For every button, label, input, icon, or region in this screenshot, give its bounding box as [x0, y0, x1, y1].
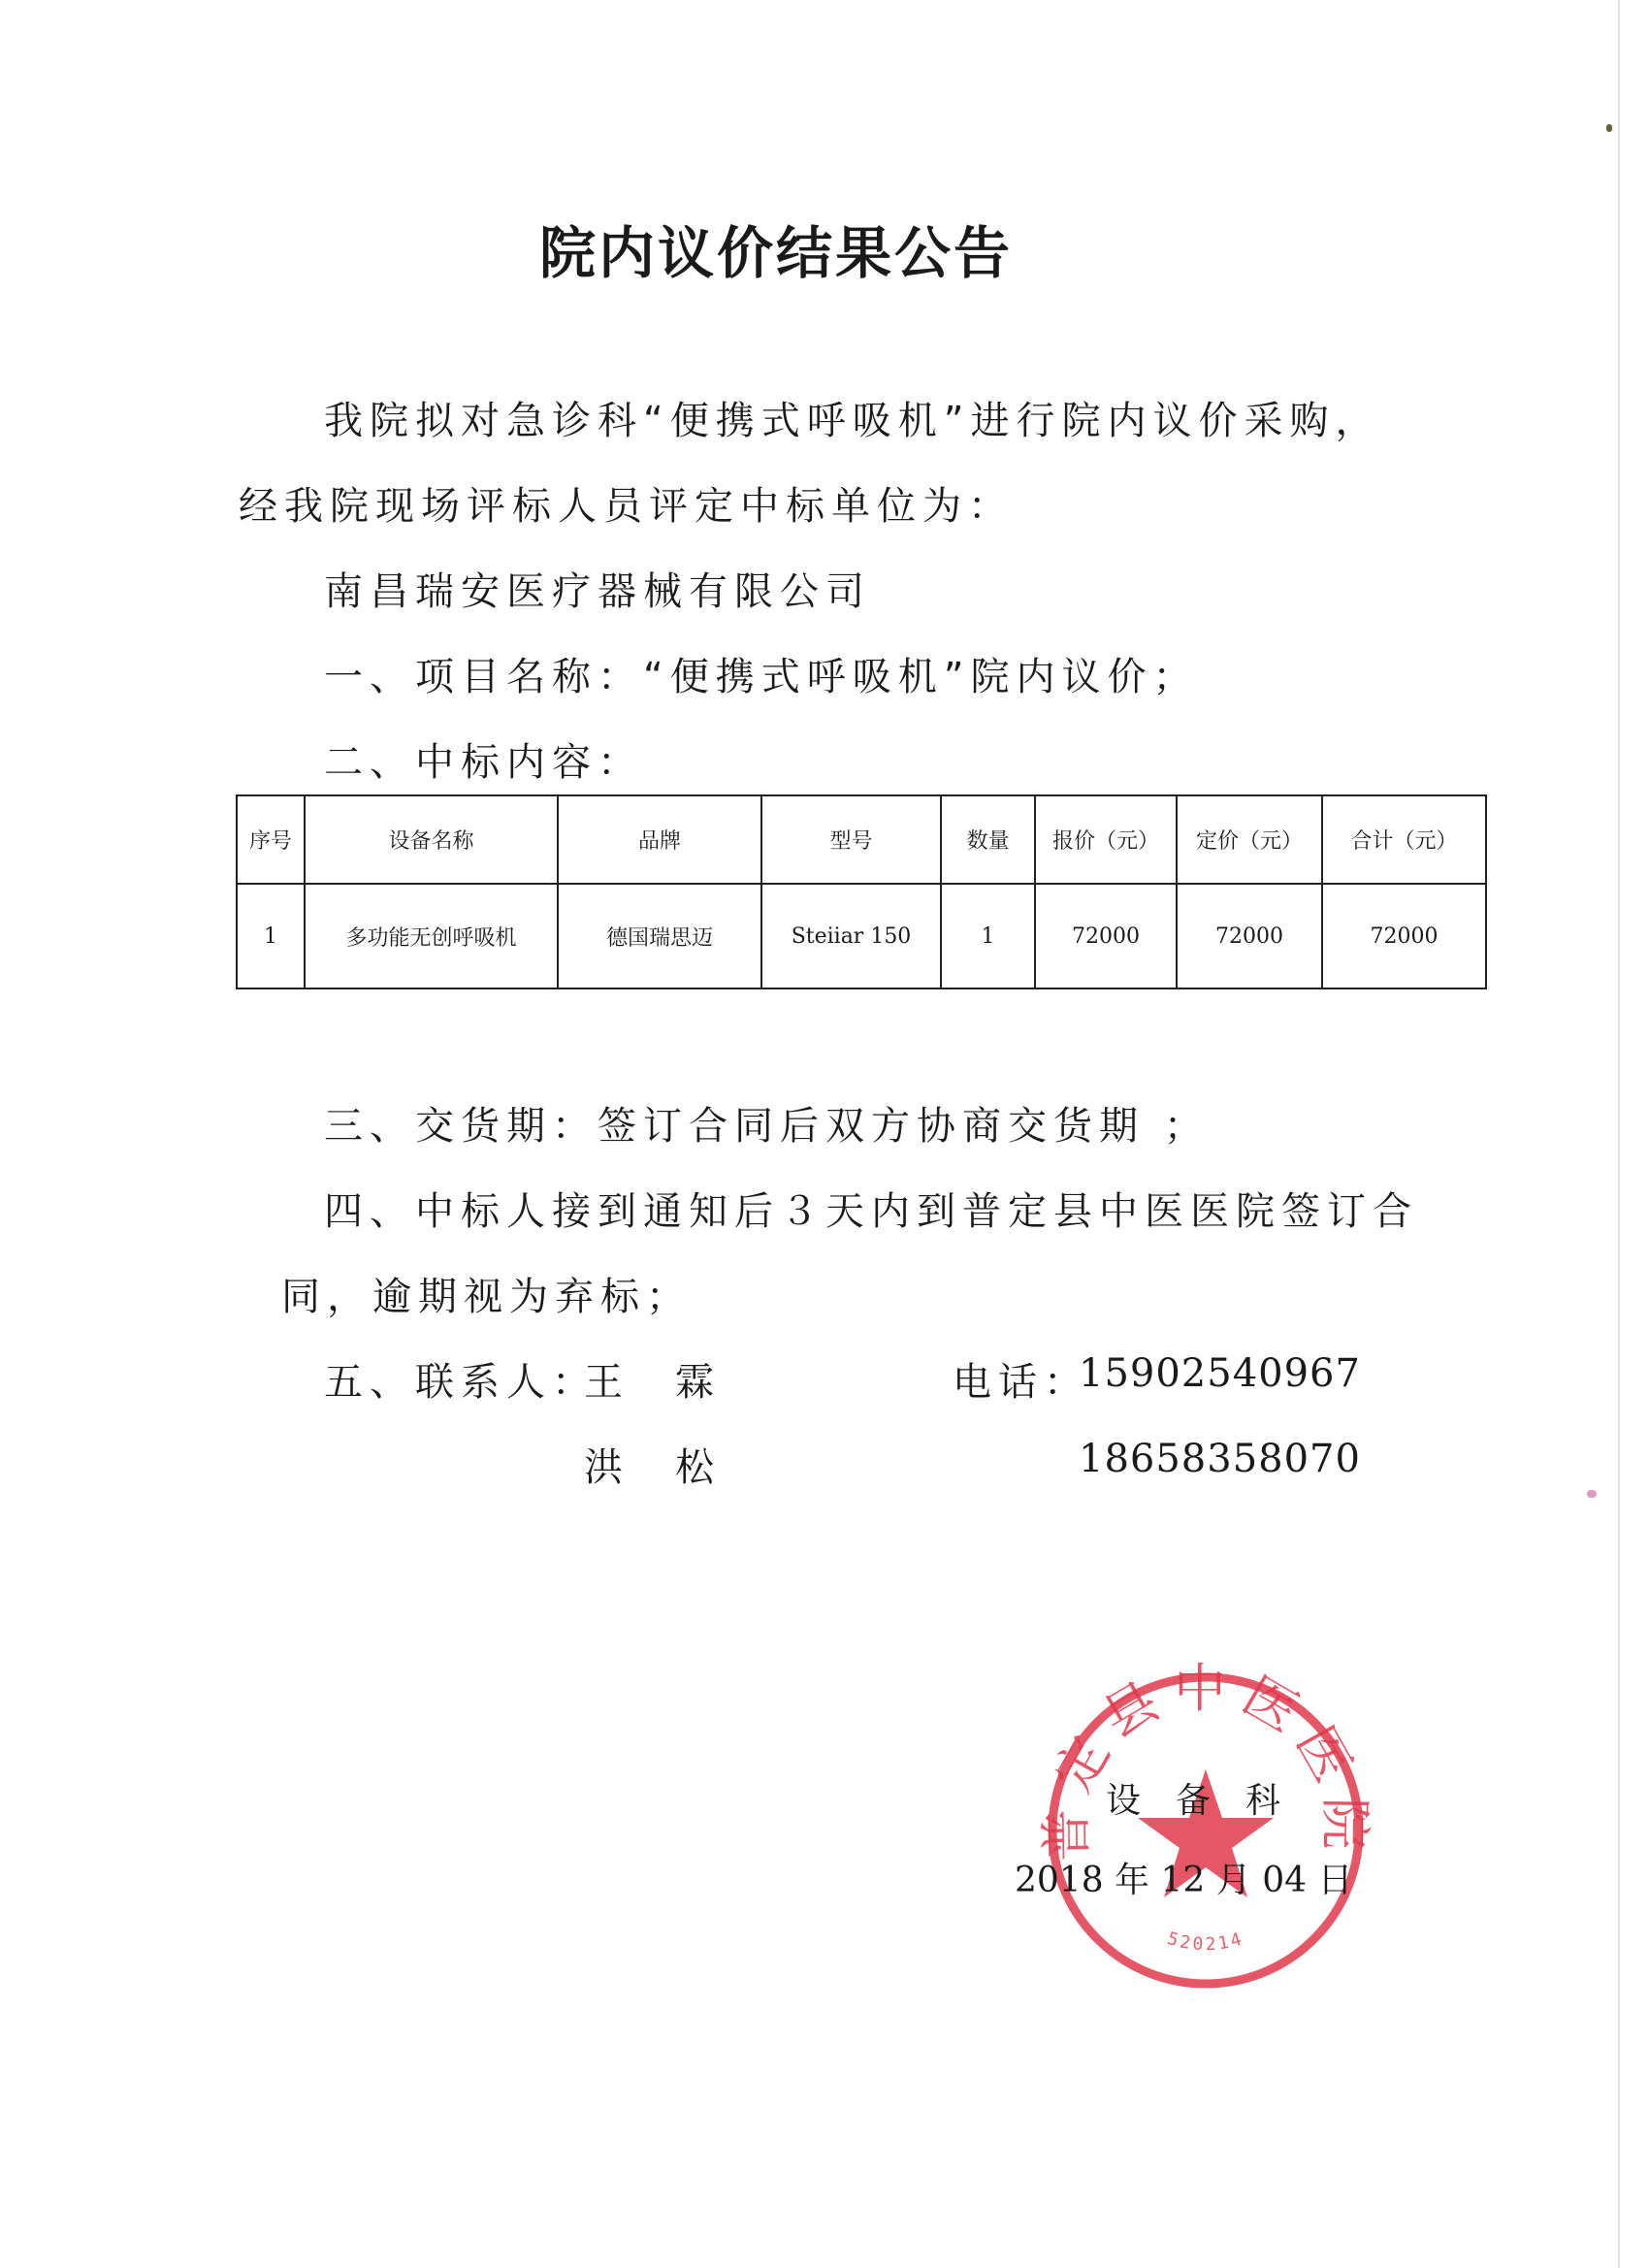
scan-speck: [1587, 1490, 1597, 1498]
cell-fixed-price: 72000: [1177, 884, 1322, 988]
column-header: 数量: [941, 795, 1035, 884]
delivery-line: 三、交货期：签订合同后双方协商交货期 ；: [324, 1104, 1210, 1149]
winner-name: 南昌瑞安医疗器械有限公司: [324, 569, 871, 614]
intro-line-2: 经我院现场评标人员评定中标单位为：: [239, 484, 1014, 529]
cell-quote: 72000: [1035, 884, 1177, 988]
scan-edge: [1618, 0, 1620, 2268]
table-row: [237, 884, 1486, 988]
phone-number-2: 18658358070: [1079, 1437, 1361, 1481]
table-header-row: [237, 795, 1486, 884]
contract-line-1: 四、中标人接到通知后３天内到普定县中医医院签订合: [324, 1189, 1418, 1234]
column-header: 序号: [237, 795, 305, 884]
column-header: 定价（元）: [1177, 795, 1322, 884]
cell-serial: 1: [237, 884, 305, 988]
department-signature: 设 备 科: [1106, 1781, 1281, 1821]
contact-name-1: 王 霖: [584, 1360, 721, 1405]
column-header: 合计（元）: [1322, 795, 1486, 884]
contact-label: 五、联系人：: [324, 1360, 598, 1405]
column-header: 报价（元）: [1035, 795, 1177, 884]
seal-text: 普定县中医医院: [1036, 1661, 1375, 1863]
column-header: 设备名称: [305, 795, 558, 884]
seal-serial: 520214: [1164, 1928, 1247, 1956]
intro-line-1: 我院拟对急诊科“便携式呼吸机”进行院内议价采购，: [324, 399, 1381, 443]
svg-text:520214: [1165, 1928, 1246, 1956]
page-title: 院内议价结果公告: [538, 220, 1013, 286]
phone-label: 电话：: [953, 1360, 1089, 1405]
contract-line-2: 同，逾期视为弃标；: [281, 1275, 692, 1319]
official-seal: [1036, 1661, 1375, 2000]
bid-content-heading: 二、中标内容：: [324, 740, 643, 785]
cell-equipment-name: 多功能无创呼吸机: [305, 884, 558, 988]
column-header: 品牌: [558, 795, 761, 884]
contact-name-2: 洪 松: [584, 1445, 721, 1490]
bid-table: [236, 794, 1487, 989]
column-header: 型号: [761, 795, 941, 884]
cell-quantity: 1: [941, 884, 1035, 988]
cell-total: 72000: [1322, 884, 1486, 988]
phone-number-1: 15902540967: [1079, 1351, 1361, 1396]
cell-model: Steiiar 150: [761, 884, 941, 988]
cell-brand: 德国瑞思迈: [558, 884, 761, 988]
issue-date: 2018 年 12 月 04 日: [1015, 1861, 1353, 1900]
project-name-line: 一、项目名称：“便携式呼吸机”院内议价；: [324, 655, 1199, 699]
scan-speck: [1606, 124, 1612, 132]
